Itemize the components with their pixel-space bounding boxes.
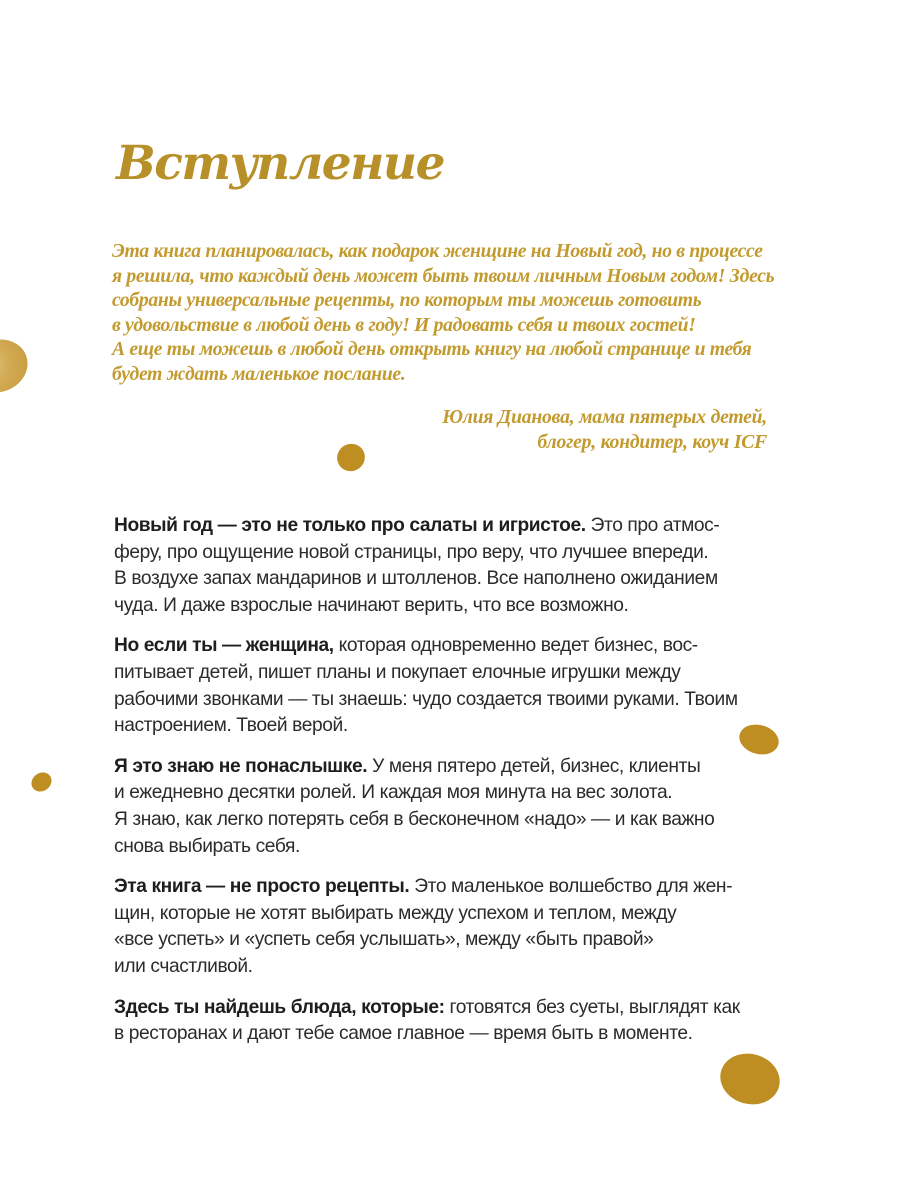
intro-line: в удовольствие в любой день в году! И радовать себя и твоих гостей! <box>112 314 696 336</box>
paragraph-line: «все успеть» и «успеть себя услышать», между «быть правой» <box>114 929 654 951</box>
intro-quote <box>112 240 802 388</box>
paragraph-line: рабочими звонками — ты знаешь: чудо создается твоими руками. Твоим <box>114 688 738 710</box>
paragraph-woman <box>114 633 804 739</box>
gold-dot-icon <box>28 769 56 796</box>
paragraph-line: настроением. Твоей верой. <box>114 715 348 737</box>
paragraph-line: феру, про ощущение новой страницы, про веру, что лучшее впереди. <box>114 541 709 563</box>
paragraph-line: или счастливой. <box>114 955 253 977</box>
paragraph-book <box>114 874 804 980</box>
intro-line: будет ждать маленькое послание. <box>112 363 406 385</box>
intro-line: я решила, что каждый день может быть твоим личным Новым годом! Здесь <box>112 265 775 287</box>
intro-line: А еще ты можешь в любой день открыть книгу на любой странице и тебя <box>112 339 752 361</box>
paragraph-lead: Но если ты — женщина, <box>114 635 334 657</box>
paragraph-first-line <box>114 874 804 901</box>
paragraph-text: которая одновременно ведет бизнес, вос- <box>333 635 698 657</box>
paragraph-first-line <box>114 513 804 540</box>
paragraph-text: готовятся без суеты, выглядят как <box>444 996 740 1018</box>
paragraph-line: и ежедневно десятки ролей. И каждая моя минута на вес золота. <box>114 782 673 804</box>
paragraph-line: чуда. И даже взрослые начинают верить, что все возможно. <box>114 594 629 616</box>
paragraph-lead: Новый год — это не только про салаты и игристое. <box>114 515 586 536</box>
signature-line: блогер, кондитер, коуч ICF <box>537 431 767 453</box>
paragraph-line: питывает детей, пишет планы и покупает елочные игрушки между <box>114 661 681 683</box>
paragraph-line: в ресторанах и дают тебе самое главное — время быть в моменте. <box>114 1023 693 1045</box>
author-signature <box>442 406 767 455</box>
paragraph-line: В воздухе запах мандаринов и штолленов. Все наполнено ожиданием <box>114 568 718 590</box>
paragraph-text: У меня пятеро детей, бизнес, клиенты <box>367 755 701 777</box>
paragraph-new-year <box>114 513 804 619</box>
paragraph-text: Это маленькое волшебство для жен- <box>409 876 733 898</box>
page-title: Вступление <box>116 136 444 191</box>
paragraph-first-line <box>114 633 804 660</box>
paragraph-first-line <box>114 754 804 781</box>
paragraph-line: щин, которые не хотят выбирать между успехом и теплом, между <box>114 902 677 924</box>
paragraph-dishes <box>114 995 804 1048</box>
paragraph-first-line <box>114 995 804 1022</box>
gold-dot-icon <box>0 331 35 400</box>
paragraph-lead: Здесь ты найдешь блюда, которые: <box>114 996 445 1018</box>
paragraph-line: снова выбирать себя. <box>114 835 300 857</box>
paragraph-lead: Эта книга — не просто рецепты. <box>114 876 410 898</box>
signature-line: Юлия Дианова, мама пятерых детей, <box>442 407 767 428</box>
intro-line: Эта книга планировалась, как подарок женщине на Новый год, но в процессе <box>112 241 763 262</box>
body-text <box>114 513 804 1062</box>
paragraph-line: Я знаю, как легко потерять себя в бесконечном «надо» — и как важно <box>114 808 715 830</box>
gold-dot-icon <box>332 439 370 476</box>
paragraph-text: Это про атмос- <box>585 515 720 536</box>
paragraph-lead: Я это знаю не понаслышке. <box>114 755 368 777</box>
intro-line: собраны универсальные рецепты, по которым ты можешь готовить <box>112 290 702 312</box>
paragraph-experience <box>114 754 804 860</box>
